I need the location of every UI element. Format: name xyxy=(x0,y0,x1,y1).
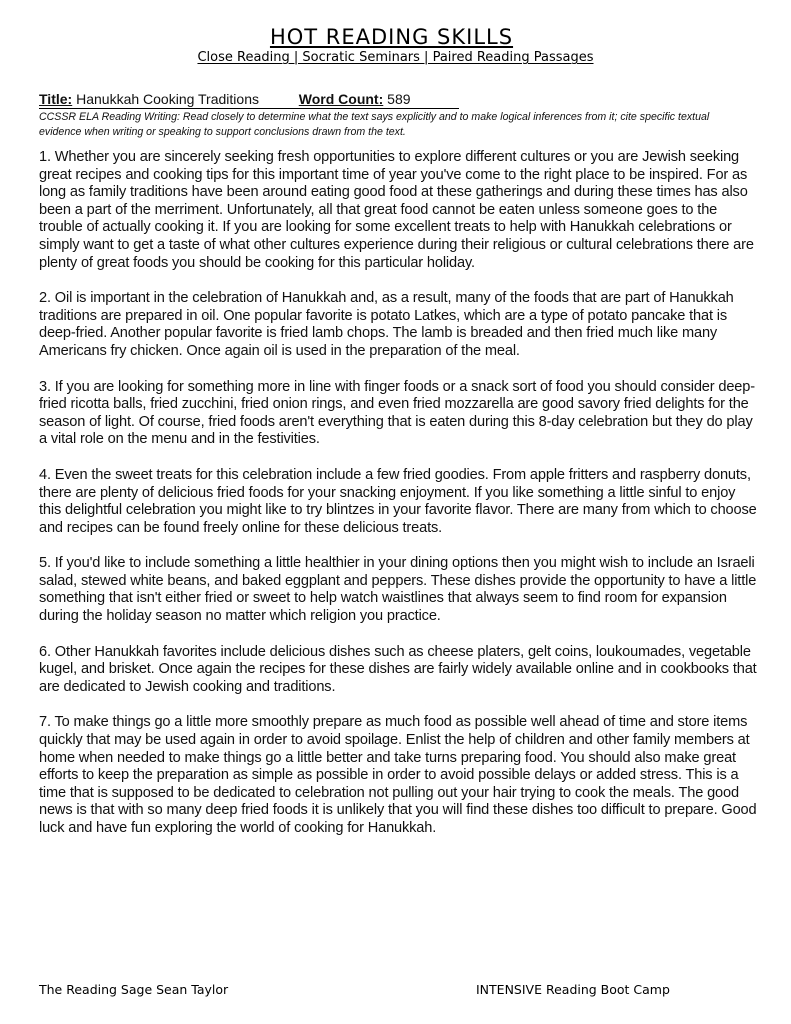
page-title-text: HOT READING SKILLS xyxy=(269,25,514,49)
page-subtitle xyxy=(0,49,791,66)
footer-author: The Reading Sage Sean Taylor xyxy=(39,982,229,997)
page-title xyxy=(0,24,791,50)
word-count-label: Word Count: xyxy=(298,91,384,107)
title-label: Title: xyxy=(39,91,73,107)
paragraph-5: 5. If you'd like to include something a little healthier in your dining options then you might wish to include an Israeli salad, stewed white beans, and baked eggplant and peppers. These dishes provide the opportunity to have a little something that isn't either fried or sweet to help watch waistlines that always seem to find room for expansion during the holiday season no matter which religion you practice. xyxy=(39,555,757,625)
standard-statement: CCSSR ELA Reading Writing: Read closely to determine what the text says explicitly and to make logical inferences from it; cite specific textual evidence when writing or speaking to support conclusions drawn from the text. xyxy=(39,111,710,138)
page-subtitle-text: Close Reading | Socratic Seminars | Paired Reading Passages xyxy=(197,50,594,65)
paragraph-6: 6. Other Hanukkah favorites include delicious dishes such as cheese platers, gelt coins, loukoumades, vegetable kugel, and brisket. Once again the recipes for these dishes are fairly widely available online and in cookbooks that are dedicated to Jewish cooking and traditions. xyxy=(39,643,757,695)
passage-body xyxy=(39,149,759,856)
paragraph-3: 3. If you are looking for something more in line with finger foods or a snack sort of food you should consider deep-fried ricotta balls, fried zucchini, fried onion rings, and even fried mozzarella are good savory fried delights for the season of light. Of course, fried foods aren't everything that is eaten during this 8-day celebration but they do play a vital role on the menu and in the festivities. xyxy=(39,378,755,448)
paragraph-1: 1. Whether you are sincerely seeking fresh opportunities to explore different cultures or you are Jewish seeking great recipes and cooking tips for this important time of year you've come to the right place to be inspired. For as long as family traditions have been around eating good food at these gatherings and during these times has also been a part of the merriment. Unfortunately, all that great food cannot be eaten unless someone goes to the trouble of actually cooking it. If you are looking for some excellent treats to help with Hanukkah celebrations or simply want to get a taste of what other cultures experience during their religious or cultural celebrations there are plenty of great foods you should be cooking for this particular holiday. xyxy=(39,149,754,271)
paragraph-2: 2. Oil is important in the celebration of Hanukkah and, as a result, many of the foods that are part of Hanukkah traditions are prepared in oil. One popular favorite is potato Latkes, which are a type of potato pancake that is deep-fried. Another popular favorite is fried lamb chops. The lamb is breaded and then fried much like many Americans fry chicken. Once again oil is used in the preparation of the meal. xyxy=(39,290,734,359)
paragraph-7: 7. To make things go a little more smoothly prepare as much food as possible well ahead of time and store items quickly that may be used again in order to avoid spoilage. Enlist the help of children and other family members at home when needed to make things go a little better and take turns preparing food. You should also make great efforts to keep the preparation as simple as possible in order to avoid possible delays or added stress. This is a time that is supposed to be dedicated to celebration not pulling out your hair trying to cook the meals. The good news is that with so many deep fried foods it is unlikely that you will find these dishes too difficult to prepare. Good luck and have fun exploring the world of cooking for Hanukkah. xyxy=(39,714,757,836)
footer-program: INTENSIVE Reading Boot Camp xyxy=(476,982,670,997)
paragraph-4: 4. Even the sweet treats for this celebration include a few fried goodies. From apple fritters and raspberry donuts, there are plenty of delicious fried foods for your snacking enjoyment. If you like something a little sinful to enjoy this delightful celebration you might like to try blintzes in your favorite flavor. There are many from which to choose and recipes can be found freely online for these delicious treats. xyxy=(39,466,757,536)
word-count-value: 589 xyxy=(387,91,411,107)
passage-title: Hanukkah Cooking Traditions xyxy=(76,91,259,107)
passage-meta xyxy=(39,91,459,109)
